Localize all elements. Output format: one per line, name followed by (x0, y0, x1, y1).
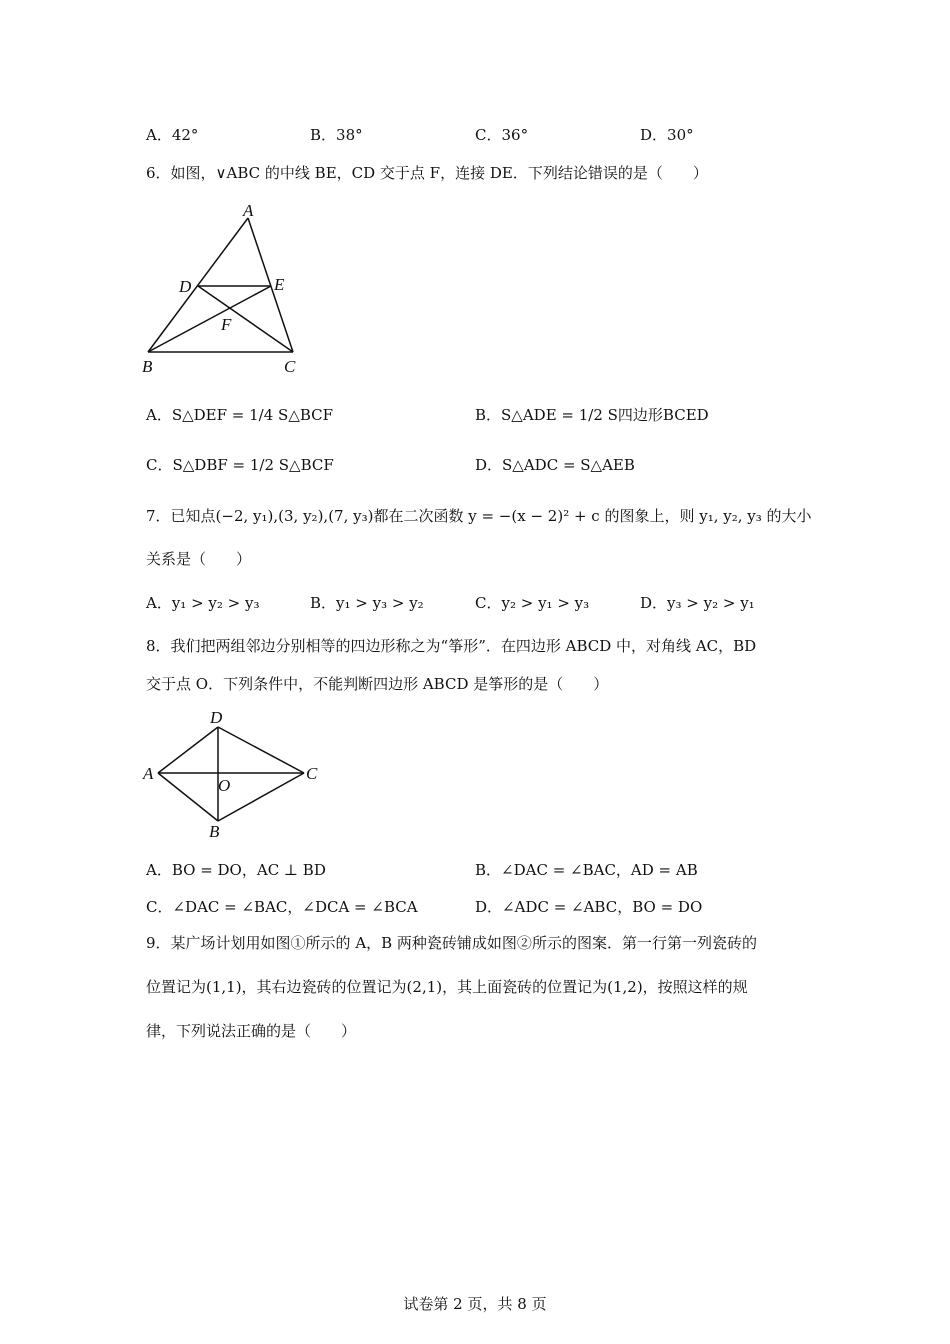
q5-option-b: B．38° (310, 126, 363, 144)
label-o: O (218, 776, 231, 795)
segment-ab (148, 218, 248, 352)
q7-option-c: C．y₂ > y₁ > y₃ (475, 594, 590, 612)
segment-ac (248, 218, 293, 352)
segment-cd (198, 286, 293, 352)
label-b: B (142, 357, 153, 376)
label-a: A (143, 764, 154, 783)
label-c: C (306, 764, 318, 783)
segment-bc (218, 773, 304, 821)
q7-stem-line2: 关系是（ ） (146, 550, 252, 568)
q7-option-a: A．y₁ > y₂ > y₃ (146, 594, 260, 612)
q5-option-c: C．36° (475, 126, 529, 144)
label-c: C (284, 357, 296, 376)
q8-stem-line1: 8．我们把两组邻边分别相等的四边形称之为“筝形”．在四边形 ABCD 中，对角线 AC，BD (146, 637, 757, 655)
q9-stem-line3: 律，下列说法正确的是（ ） (146, 1022, 357, 1040)
q8-option-b: B．∠DAC = ∠BAC，AD = AB (475, 861, 698, 879)
label-a: A (243, 201, 254, 220)
q8-option-a: A．BO = DO，AC ⊥ BD (146, 861, 326, 879)
segment-ad (158, 727, 218, 773)
segment-ab (158, 773, 218, 821)
label-f: F (221, 315, 232, 334)
page-footer: 试卷第 2 页，共 8 页 (403, 1295, 547, 1313)
q6-option-b: B．S△ADE = 1/2 S四边形BCED (475, 406, 709, 424)
q7-option-b: B．y₁ > y₃ > y₂ (310, 594, 424, 612)
q7-stem-line1: 7．已知点(−2, y₁),(3, y₂),(7, y₃)都在二次函数 y = −(x − 2)² + c 的图象上，则 y₁, y₂, y₃ 的大小 (146, 507, 812, 525)
q8-stem-line2: 交于点 O．下列条件中，不能判断四边形 ABCD 是筝形的是（ ） (146, 675, 609, 693)
q6-option-a: A．S△DEF = 1/4 S△BCF (146, 406, 334, 424)
label-d: D (179, 277, 192, 296)
q9-stem-line2: 位置记为(1,1)，其右边瓷砖的位置记为(2,1)，其上面瓷砖的位置记为(1,2)，按照这样的规 (146, 978, 748, 996)
segment-cd (218, 727, 304, 773)
q5-option-d: D．30° (640, 126, 694, 144)
label-b: B (209, 822, 220, 841)
q6-option-d: D．S△ADC = S△AEB (475, 456, 635, 474)
segment-be (148, 286, 271, 352)
label-d: D (210, 708, 223, 727)
q5-option-a: A．42° (146, 126, 199, 144)
q7-option-d: D．y₃ > y₂ > y₁ (640, 594, 755, 612)
q8-option-c: C．∠DAC = ∠BAC，∠DCA = ∠BCA (146, 898, 418, 916)
q6-stem: 6．如图，∨ABC 的中线 BE，CD 交于点 F，连接 DE．下列结论错误的是（ ） (146, 164, 708, 182)
q8-option-d: D．∠ADC = ∠ABC，BO = DO (475, 898, 703, 916)
label-e: E (274, 275, 285, 294)
q6-triangle-figure (140, 198, 320, 378)
q8-kite-figure (140, 705, 330, 845)
q9-stem-line1: 9．某广场计划用如图①所示的 A，B 两种瓷砖铺成如图②所示的图案．第一行第一列瓷砖的 (146, 934, 757, 952)
q6-option-c: C．S△DBF = 1/2 S△BCF (146, 456, 334, 474)
